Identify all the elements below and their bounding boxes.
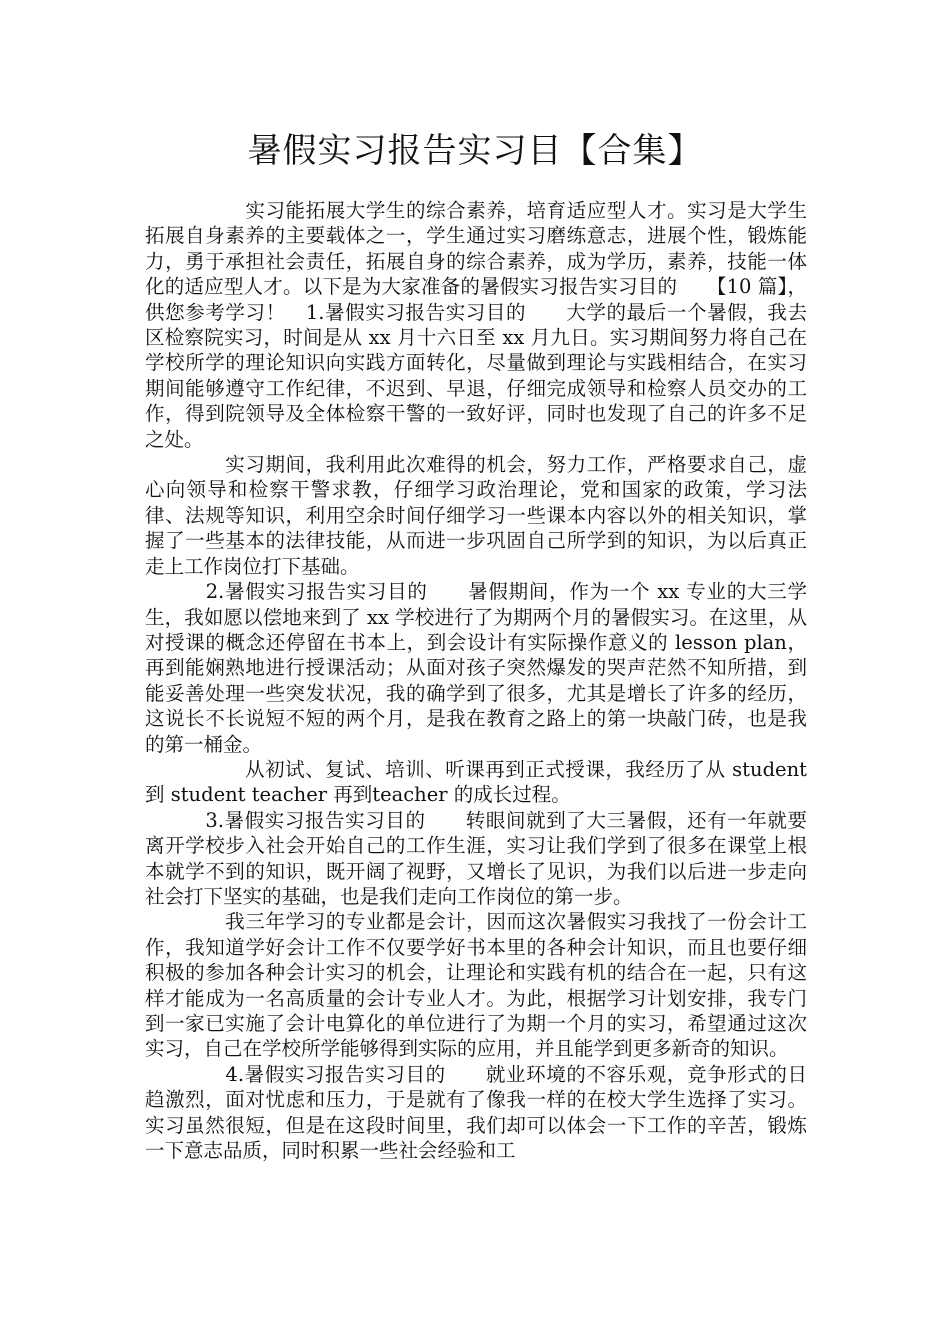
paragraph-4: 4.暑假实习报告实习目的 就业环境的不容乐观，竞争形式的日趋激烈，面对忧虑和压力，于是就有了像我一样的在校大学生选择了实习。实习虽然很短，但是在这段时间里，我们却可以体会一下工作的辛苦，锻炼一下意志品质，同时积累一些社会经验和工: [145, 1062, 807, 1163]
document-body: [145, 198, 814, 1163]
paragraph-2-continued: 从初试、复试、培训、听课再到正式授课，我经历了从 student 到 student teacher 再到teacher 的成长过程。: [145, 757, 814, 807]
paragraph-intro: 实习能拓展大学生的综合素养，培育适应型人才。实习是大学生拓展自身素养的主要载体之一，学生通过实习磨练意志，进展个性，锻炼能力，勇于承担社会责任，拓展自身的综合素养，成为学历，素养，技能一体化的适应型人才。以下是为大家准备的暑假实习报告实习目的 【10 篇】，供您参考学习！ 1.暑假实习报告实习目的 大学的最后一个暑假，我去区检察院实习，时间是从 xx 月十六日至 xx 月九日。实习期间努力将自己在学校所学的理论知识向实践方面转化，尽量做到理论与实践相结合，在实习期间能够遵守工作纪律，不迟到、早退，仔细完成领导和检察人员交办的工作，得到院领导及全体检察干警的一致好评，同时也发现了自己的许多不足之处。: [145, 199, 807, 451]
paragraph-2: 2.暑假实习报告实习目的 暑假期间，作为一个 xx 专业的大三学生，我如愿以偿地来到了 xx 学校进行了为期两个月的暑假实习。在这里，从对授课的概念还停留在书本上，到会设计有实际操作意义的 lesson plan，再到能娴熟地进行授课活动；从面对孩子突然爆发的哭声茫然不知所措，到能妥善处理一些突发状况，我的确学到了很多，尤其是增长了许多的经历，这说长不长说短不短的两个月，是我在教育之路上的第一块敲门砖，也是我的第一桶金。: [145, 580, 807, 756]
document-title: 暑假实习报告实习目【合集】: [247, 131, 703, 171]
paragraph-3: 3.暑假实习报告实习目的 转眼间就到了大三暑假，还有一年就要离开学校步入社会开始自己的工作生涯，实习让我们学到了很多在课堂上根本就学不到的知识，既开阔了视野，又增长了见识，为我们以后进一步走向社会打下坚实的基础，也是我们走向工作岗位的第一步。: [145, 808, 807, 908]
paragraph-1-continued: 实习期间，我利用此次难得的机会，努力工作，严格要求自己，虚心向领导和检察干警求教，仔细学习政治理论，党和国家的政策，学习法律、法规等知识，利用空余时间仔细学习一些课本内容以外的相关知识，掌握了一些基本的法律技能，从而进一步巩固自己所学到的知识，为以后真正走上工作岗位打下基础。: [145, 453, 807, 578]
paragraph-3-continued: 我三年学习的专业都是会计，因而这次暑假实习我找了一份会计工作，我知道学好会计工作不仅要学好书本里的各种会计知识，而且也要仔细积极的参加各种会计实习的机会，让理论和实践有机的结合在一起，只有这样才能成为一名高质量的会计专业人才。为此，根据学习计划安排，我专门到一家已实施了会计电算化的单位进行了为期一个月的实习，希望通过这次实习，自己在学校所学能够得到实际的应用，并且能学到更多新奇的知识。: [145, 910, 807, 1061]
